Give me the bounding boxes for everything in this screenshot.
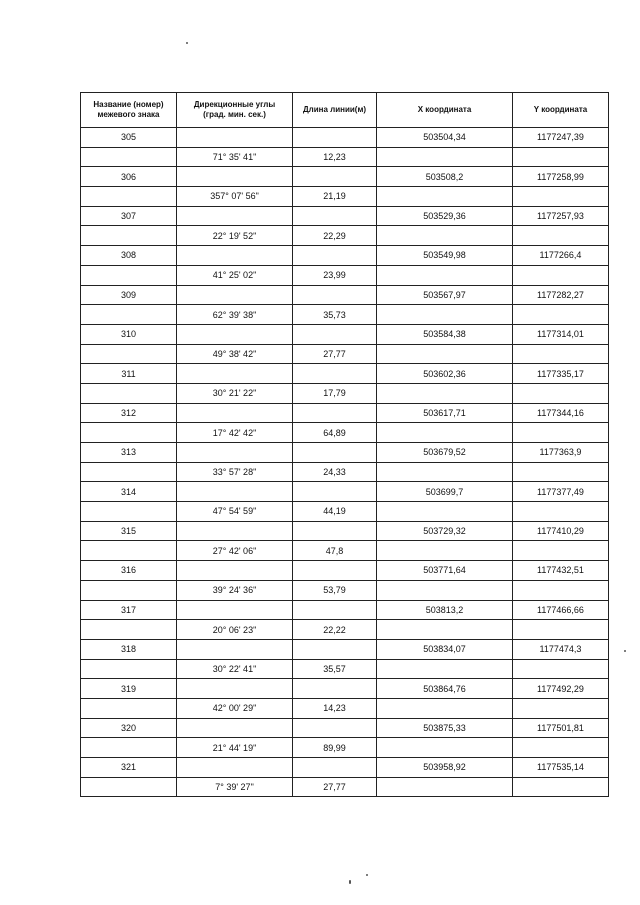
y-coordinate-cell: 1177344,16 <box>513 403 609 423</box>
empty-angle-cell <box>177 482 293 502</box>
x-coordinate-cell: 503813,2 <box>377 600 513 620</box>
empty-length-cell <box>293 167 377 187</box>
table-row <box>81 344 609 364</box>
x-coordinate-cell: 503508,2 <box>377 167 513 187</box>
line-length-cell: 17,79 <box>293 383 377 403</box>
y-coordinate-cell: 1177377,49 <box>513 482 609 502</box>
empty-length-cell <box>293 364 377 384</box>
direction-angle-cell: 7° 39' 27" <box>177 777 293 797</box>
y-coordinate-cell: 1177282,27 <box>513 285 609 305</box>
empty-name-cell <box>81 187 177 207</box>
x-coordinate-cell: 503875,33 <box>377 718 513 738</box>
empty-length-cell <box>293 482 377 502</box>
table-row <box>81 718 609 738</box>
empty-x-cell <box>377 344 513 364</box>
table-row <box>81 246 609 266</box>
line-length-cell: 27,77 <box>293 344 377 364</box>
y-coordinate-cell: 1177266,4 <box>513 246 609 266</box>
point-name-cell: 308 <box>81 246 177 266</box>
empty-angle-cell <box>177 167 293 187</box>
scan-speck <box>624 650 626 652</box>
empty-length-cell <box>293 324 377 344</box>
table-row <box>81 383 609 403</box>
empty-y-cell <box>513 502 609 522</box>
header-line-length: Длина линии(м) <box>293 93 377 128</box>
y-coordinate-cell: 1177335,17 <box>513 364 609 384</box>
x-coordinate-cell: 503834,07 <box>377 639 513 659</box>
direction-angle-cell: 49° 38' 42" <box>177 344 293 364</box>
empty-name-cell <box>81 698 177 718</box>
table-row <box>81 758 609 778</box>
table-row <box>81 502 609 522</box>
empty-angle-cell <box>177 324 293 344</box>
line-length-cell: 44,19 <box>293 502 377 522</box>
table-row <box>81 482 609 502</box>
empty-name-cell <box>81 147 177 167</box>
x-coordinate-cell: 503699,7 <box>377 482 513 502</box>
empty-angle-cell <box>177 364 293 384</box>
point-name-cell: 306 <box>81 167 177 187</box>
y-coordinate-cell: 1177432,51 <box>513 561 609 581</box>
table-row <box>81 305 609 325</box>
header-point-name: Название (номер) межевого знака <box>81 93 177 128</box>
empty-x-cell <box>377 659 513 679</box>
table-row <box>81 187 609 207</box>
table-row <box>81 620 609 640</box>
scan-speck <box>186 42 188 44</box>
table-header-row <box>81 93 609 128</box>
empty-y-cell <box>513 698 609 718</box>
x-coordinate-cell: 503771,64 <box>377 561 513 581</box>
empty-x-cell <box>377 147 513 167</box>
table-row <box>81 206 609 226</box>
y-coordinate-cell: 1177501,81 <box>513 718 609 738</box>
table-row <box>81 561 609 581</box>
empty-length-cell <box>293 206 377 226</box>
point-name-cell: 321 <box>81 758 177 778</box>
boundary-coordinates-table <box>80 92 609 797</box>
empty-angle-cell <box>177 206 293 226</box>
empty-x-cell <box>377 620 513 640</box>
empty-x-cell <box>377 423 513 443</box>
empty-name-cell <box>81 777 177 797</box>
y-coordinate-cell: 1177314,01 <box>513 324 609 344</box>
empty-x-cell <box>377 305 513 325</box>
table-row <box>81 541 609 561</box>
table-row <box>81 285 609 305</box>
direction-angle-cell: 27° 42' 06" <box>177 541 293 561</box>
empty-angle-cell <box>177 600 293 620</box>
empty-name-cell <box>81 305 177 325</box>
direction-angle-cell: 30° 22' 41" <box>177 659 293 679</box>
empty-y-cell <box>513 462 609 482</box>
table-row <box>81 423 609 443</box>
y-coordinate-cell: 1177466,66 <box>513 600 609 620</box>
line-length-cell: 22,22 <box>293 620 377 640</box>
empty-length-cell <box>293 561 377 581</box>
x-coordinate-cell: 503549,98 <box>377 246 513 266</box>
y-coordinate-cell: 1177474,3 <box>513 639 609 659</box>
empty-y-cell <box>513 344 609 364</box>
empty-name-cell <box>81 620 177 640</box>
direction-angle-cell: 17° 42' 42" <box>177 423 293 443</box>
x-coordinate-cell: 503602,36 <box>377 364 513 384</box>
line-length-cell: 53,79 <box>293 580 377 600</box>
empty-angle-cell <box>177 679 293 699</box>
direction-angle-cell: 357° 07' 56" <box>177 187 293 207</box>
table-row <box>81 403 609 423</box>
x-coordinate-cell: 503679,52 <box>377 443 513 463</box>
y-coordinate-cell: 1177257,93 <box>513 206 609 226</box>
direction-angle-cell: 42° 00' 29" <box>177 698 293 718</box>
x-coordinate-cell: 503617,71 <box>377 403 513 423</box>
line-length-cell: 27,77 <box>293 777 377 797</box>
x-coordinate-cell: 503864,76 <box>377 679 513 699</box>
point-name-cell: 318 <box>81 639 177 659</box>
empty-x-cell <box>377 541 513 561</box>
table-row <box>81 521 609 541</box>
empty-y-cell <box>513 383 609 403</box>
empty-name-cell <box>81 344 177 364</box>
point-name-cell: 312 <box>81 403 177 423</box>
empty-y-cell <box>513 777 609 797</box>
empty-name-cell <box>81 541 177 561</box>
line-length-cell: 12,23 <box>293 147 377 167</box>
empty-y-cell <box>513 187 609 207</box>
y-coordinate-cell: 1177535,14 <box>513 758 609 778</box>
point-name-cell: 315 <box>81 521 177 541</box>
point-name-cell: 320 <box>81 718 177 738</box>
empty-x-cell <box>377 462 513 482</box>
direction-angle-cell: 39° 24' 36" <box>177 580 293 600</box>
direction-angle-cell: 41° 25' 02" <box>177 265 293 285</box>
empty-angle-cell <box>177 443 293 463</box>
empty-length-cell <box>293 521 377 541</box>
point-name-cell: 311 <box>81 364 177 384</box>
empty-y-cell <box>513 659 609 679</box>
scan-speck <box>366 874 368 876</box>
x-coordinate-cell: 503504,34 <box>377 128 513 148</box>
table-row <box>81 580 609 600</box>
table-row <box>81 324 609 344</box>
empty-name-cell <box>81 659 177 679</box>
direction-angle-cell: 20° 06' 23" <box>177 620 293 640</box>
empty-x-cell <box>377 265 513 285</box>
table-row <box>81 265 609 285</box>
empty-x-cell <box>377 187 513 207</box>
empty-name-cell <box>81 580 177 600</box>
empty-angle-cell <box>177 128 293 148</box>
scan-speck <box>349 880 351 884</box>
empty-y-cell <box>513 580 609 600</box>
table-row <box>81 738 609 758</box>
point-name-cell: 317 <box>81 600 177 620</box>
table-row <box>81 147 609 167</box>
empty-name-cell <box>81 502 177 522</box>
empty-name-cell <box>81 423 177 443</box>
empty-y-cell <box>513 423 609 443</box>
table-row <box>81 698 609 718</box>
empty-length-cell <box>293 600 377 620</box>
line-length-cell: 23,99 <box>293 265 377 285</box>
empty-name-cell <box>81 383 177 403</box>
empty-angle-cell <box>177 403 293 423</box>
empty-length-cell <box>293 403 377 423</box>
empty-y-cell <box>513 305 609 325</box>
table-row <box>81 167 609 187</box>
empty-y-cell <box>513 265 609 285</box>
empty-x-cell <box>377 383 513 403</box>
point-name-cell: 313 <box>81 443 177 463</box>
line-length-cell: 22,29 <box>293 226 377 246</box>
x-coordinate-cell: 503567,97 <box>377 285 513 305</box>
point-name-cell: 316 <box>81 561 177 581</box>
direction-angle-cell: 22° 19' 52" <box>177 226 293 246</box>
table-row <box>81 226 609 246</box>
x-coordinate-cell: 503729,32 <box>377 521 513 541</box>
line-length-cell: 35,57 <box>293 659 377 679</box>
direction-angle-cell: 71° 35' 41" <box>177 147 293 167</box>
empty-angle-cell <box>177 561 293 581</box>
table-row <box>81 777 609 797</box>
y-coordinate-cell: 1177410,29 <box>513 521 609 541</box>
direction-angle-cell: 21° 44' 19" <box>177 738 293 758</box>
empty-length-cell <box>293 679 377 699</box>
y-coordinate-cell: 1177258,99 <box>513 167 609 187</box>
empty-angle-cell <box>177 718 293 738</box>
empty-x-cell <box>377 698 513 718</box>
point-name-cell: 314 <box>81 482 177 502</box>
line-length-cell: 64,89 <box>293 423 377 443</box>
line-length-cell: 35,73 <box>293 305 377 325</box>
empty-name-cell <box>81 265 177 285</box>
empty-x-cell <box>377 580 513 600</box>
empty-angle-cell <box>177 521 293 541</box>
empty-length-cell <box>293 718 377 738</box>
line-length-cell: 47,8 <box>293 541 377 561</box>
empty-x-cell <box>377 226 513 246</box>
table-row <box>81 364 609 384</box>
line-length-cell: 89,99 <box>293 738 377 758</box>
point-name-cell: 307 <box>81 206 177 226</box>
table-row <box>81 659 609 679</box>
point-name-cell: 310 <box>81 324 177 344</box>
empty-length-cell <box>293 639 377 659</box>
table-row <box>81 679 609 699</box>
empty-length-cell <box>293 443 377 463</box>
empty-angle-cell <box>177 246 293 266</box>
empty-y-cell <box>513 541 609 561</box>
line-length-cell: 21,19 <box>293 187 377 207</box>
point-name-cell: 319 <box>81 679 177 699</box>
empty-angle-cell <box>177 758 293 778</box>
empty-x-cell <box>377 738 513 758</box>
empty-x-cell <box>377 502 513 522</box>
empty-length-cell <box>293 246 377 266</box>
table-row <box>81 462 609 482</box>
direction-angle-cell: 62° 39' 38" <box>177 305 293 325</box>
point-name-cell: 305 <box>81 128 177 148</box>
y-coordinate-cell: 1177363,9 <box>513 443 609 463</box>
y-coordinate-cell: 1177247,39 <box>513 128 609 148</box>
empty-name-cell <box>81 462 177 482</box>
empty-x-cell <box>377 777 513 797</box>
table-row <box>81 600 609 620</box>
empty-length-cell <box>293 285 377 305</box>
line-length-cell: 14,23 <box>293 698 377 718</box>
empty-name-cell <box>81 738 177 758</box>
empty-angle-cell <box>177 639 293 659</box>
x-coordinate-cell: 503529,36 <box>377 206 513 226</box>
empty-length-cell <box>293 758 377 778</box>
empty-y-cell <box>513 620 609 640</box>
header-x-coordinate: X координата <box>377 93 513 128</box>
table-row <box>81 128 609 148</box>
empty-y-cell <box>513 147 609 167</box>
direction-angle-cell: 30° 21' 22" <box>177 383 293 403</box>
header-y-coordinate: Y координата <box>513 93 609 128</box>
empty-y-cell <box>513 226 609 246</box>
x-coordinate-cell: 503958,92 <box>377 758 513 778</box>
line-length-cell: 24,33 <box>293 462 377 482</box>
point-name-cell: 309 <box>81 285 177 305</box>
empty-angle-cell <box>177 285 293 305</box>
table-row <box>81 639 609 659</box>
y-coordinate-cell: 1177492,29 <box>513 679 609 699</box>
direction-angle-cell: 33° 57' 28" <box>177 462 293 482</box>
table-row <box>81 443 609 463</box>
empty-name-cell <box>81 226 177 246</box>
empty-y-cell <box>513 738 609 758</box>
direction-angle-cell: 47° 54' 59" <box>177 502 293 522</box>
empty-length-cell <box>293 128 377 148</box>
x-coordinate-cell: 503584,38 <box>377 324 513 344</box>
header-direction-angle: Дирекционные углы (град. мин. сек.) <box>177 93 293 128</box>
table-body <box>81 128 609 797</box>
